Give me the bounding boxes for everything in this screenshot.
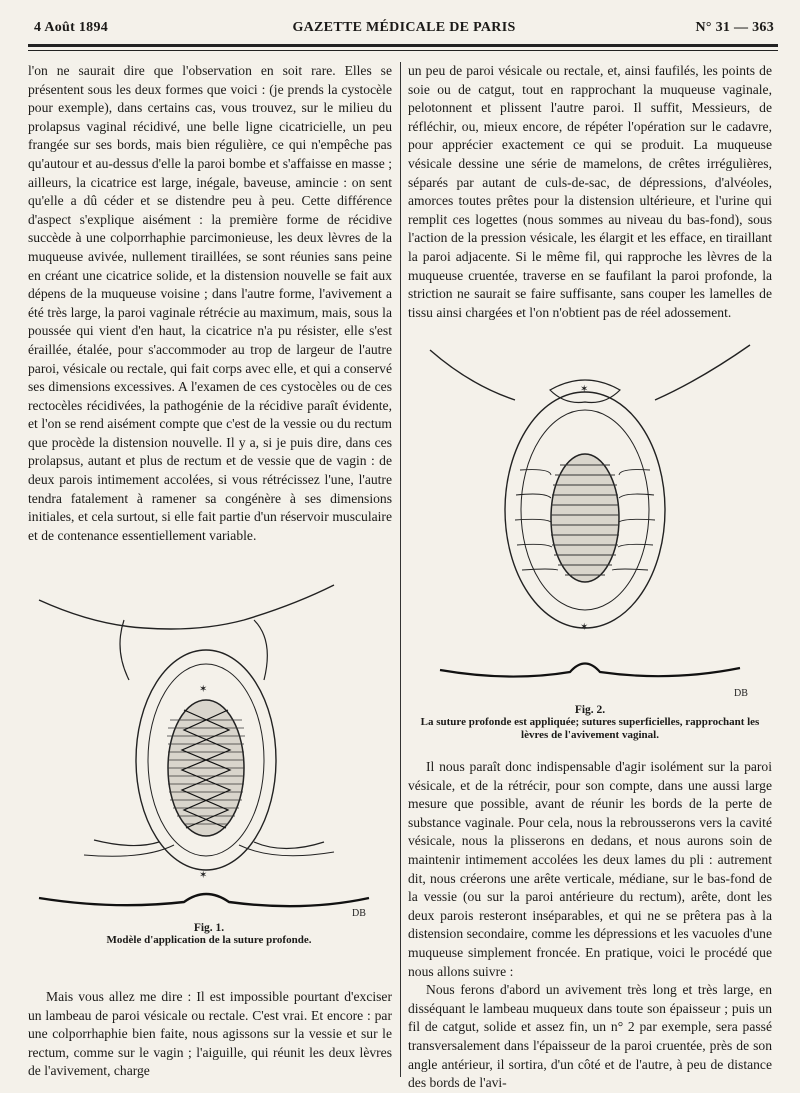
figure-2-title: Fig. 2. [574,704,606,716]
page-number: N° 31 — 363 [695,20,774,35]
svg-text:✶: ✶ [199,684,208,695]
left-bottom-paragraph: Mais vous allez me dire : Il est impossible pourtant d'exciser un lambeau de paroi vésicale ou rectale. C'est vrai. Et encore : par une colporrhaphie bien faite, nous agissons sur la vessie et sur le rectum, comme sur le vagin ; l'aiguille, qui réunit les deux lèvres de l'avivement, charge [28,989,392,1079]
figure-2-caption: La suture profonde est appliquée; sutures superficielles, rapprochant les lèvres de l'avivement vaginal. [420,716,760,741]
header-rule-thick [28,44,778,47]
left-column-bottom [28,988,392,1081]
figure-2 [420,330,760,742]
right-paragraph: un peu de paroi vésicale ou rectale, et, ainsi faufilés, les points de soie ou de catgut, tout en rapprochant la muqueuse vaginale, pelotonnent et plissent l'autre paroi. Il suffit, Messieurs, de réfléchir, ou, mieux encore, de répéter l'opération sur le cadavre, pour apprécier exactement ce qui se produit. La muqueuse vésicale dessine une série de mamelons, de crêtes irrégulières, séparés par autant de culs-de-sac, de dépressions, d'alvéoles, amorces toutes prêtes pour la distension ultérieure, et l'urine qui remplit ces logettes (nous sommes au niveau du bas-fond), sous l'action de la pression vésicale, les élargit et les efface, en tiraillant la paroi adjacente. Si le même fil, qui rapproche les lèvres de la muqueuse cruentée, traverse en se faufilant la paroi profonde, la striction ne saurait se faire suffisante, sans couper les lamelles de tissu ainsi chargées et l'on n'obtient pas de réel adossement. [408,63,772,320]
page-header [34,16,774,40]
svg-text:✶: ✶ [580,622,589,633]
right-bottom-paragraph-2: Nous ferons d'abord un avivement très long et très large, en disséquant le lambeau muqueux dans toute son épaisseur ; puis un fil de catgut, solide et assez fin, un n° 2 par exemple, sera passé transversalement dans l'épaisseur de la paroi cruentée, près de son angle antérieur, il sortira, d'un côté et de l'autre, à peu de distance des bords de l'avi- [408,982,772,1091]
svg-text:DB: DB [352,908,366,919]
svg-text:DB: DB [734,688,748,699]
figure-2-illustration [420,330,760,702]
svg-text:✶: ✶ [580,384,589,395]
column-divider [400,62,401,1077]
right-column [408,62,772,322]
svg-text:✶: ✶ [199,870,208,881]
figure-1 [34,580,384,947]
figure-1-caption: Modèle d'application de la suture profonde. [106,934,312,946]
header-rule-thin [28,50,778,51]
figure-1-title: Fig. 1. [193,922,225,934]
issue-date: 4 Août 1894 [34,20,109,35]
journal-title: GAZETTE MÉDICALE DE PARIS [292,20,516,35]
left-column [28,62,392,545]
right-bottom-paragraph-1: Il nous paraît donc indispensable d'agir isolément sur la paroi vésicale, et de la rétrécir, pour son compte, dans une aussi large mesure que possible, avant de réunir les bords de la perte de substance vaginale. Pour cela, nous la rebrousserons vers la cavité vésicale, nous la plisserons en dedans, et nous aurons soin de maintenir intimement accolées les deux lames du pli : autrement dit, nous créerons une arête verticale, médiane, sur le bas-fond de la vessie (ou sur la paroi antérieure du rectum), arête, dont les deux parois resteront inséparables, et qui ne se prêtera pas à la distension secondaire, comme les dépressions et les vacuoles d'une muqueuse simplement froncée. En pratique, voici le procédé que nous allons suivre : [408,759,772,979]
left-paragraph: l'on ne saurait dire que l'observation en soit rare. Elles se présentent sous les deux formes que voici : (je prends la cystocèle pour exemple), dans certains cas, vous trouvez, sur le milieu du prolapsus vaginal récidivé, une belle ligne cicatricielle, un peu frangée sur ses bords, mais bien régulière, ce qui n'empêche pas qu'autour et au-dessus d'elle la paroi bombe et s'affaisse en masse ; ailleurs, la cicatrice est large, inégale, baveuse, amincie : on sent qu'elle a dû céder et se distendre peu à peu. Cette différence d'aspect s'explique aisément : la première forme de récidive succède à une colporrhaphie parcimonieuse, les deux lèvres de la muqueuse avivée, nullement tiraillées, se sont réunies sans peine en créant une cicatrice solide, et la distension nouvelle se fait aux dépens de la muqueuse voisine ; dans l'autre forme, l'avivement a été très large, la paroi vaginale rétrécie au maximum, mais, sous la poussée qui vient d'en haut, la cicatrice n'a pu résister, elle s'est éraillée, étalée, pour s'accommoder au trop de largeur de l'autre paroi, vésicale ou rectale, qui fait corps avec elle, et qui a conservé ses dimensions excessives. A l'examen de ces cystocèles ou de ces rectocèles récidivées, la pathogénie de la récidive paraît évidente, et l'on se rend aisément compte que c'est de la vessie ou du rectum que procède la distension nouvelle. Il y a, si je puis dire, dans ces prolapsus, autant et plus de rectum et de vessie que de vagin : de deux parois intimement accolées, si vous rétrécissez l'une, l'autre tendra fatalement à ramener sa congénère à ses dimensions initiales, et cela surtout, si elle fait partie d'un réservoir musculaire et de contenance essentiellement variable. [28,63,392,543]
figure-1-illustration [34,580,384,920]
right-column-bottom [408,758,772,1093]
